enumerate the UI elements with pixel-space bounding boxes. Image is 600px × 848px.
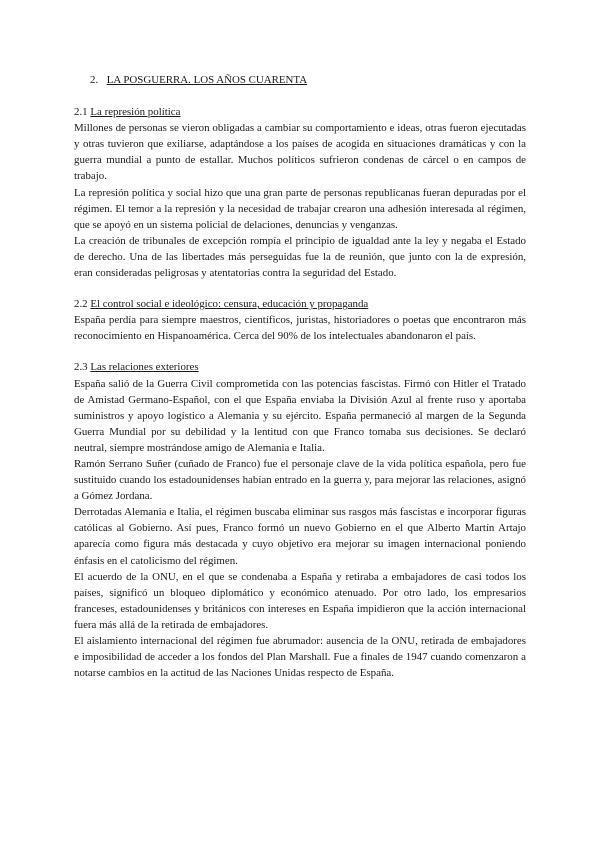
paragraph: Millones de personas se vieron obligadas a cambiar su comportamiento e ideas, otras fueron ejecutadas y otras tuvieron que exiliarse, adaptándose a los países de acogida en situaciones dramáticas y con la guerra mundial a punto de estallar. Muchos políticos sufrieron condenas de cárcel o en campos de trabajo. [74, 122, 526, 183]
paragraph: España salió de la Guerra Civil comprometida con las potencias fascistas. Firmó con Hitler el Tratado de Amistad Germano-Español, con el que España enviaba la División Azul al frente ruso y aportaba suministros y apoyo logístico a Alemania y su ejército. España permaneció al margen de la Segunda Guerra Mundial por su debilidad y la lentitud con que Franco tomaba sus decisiones. Se declaró neutral, siempre mostrándose amigo de Alemania e Italia. [74, 377, 526, 454]
section-heading-text: El control social e ideológico: censura, educación y propaganda [90, 298, 369, 311]
paragraph: El acuerdo de la ONU, en el que se condenaba a España y retiraba a embajadores de casi todos los países, significó un bloqueo diplomático y económico atenuado. Por otro lado, los empresarios franceses, estadounidenses y británicos con intereses en España impidieron que la acción internacional fuera más allá de la retirada de embajadores. [74, 570, 526, 631]
section-number: 2.1 [74, 106, 88, 119]
section-heading [74, 104, 526, 120]
section-number: 2.3 [74, 361, 88, 374]
paragraph: España perdía para siempre maestros, científicos, juristas, historiadores o poetas que encontraron más reconocimiento en Hispanoamérica. Cerca del 90% de los intelectuales abandonaron el país. [74, 314, 526, 343]
section-represion-politica [74, 104, 526, 281]
section-heading [74, 296, 526, 312]
document-body [74, 72, 526, 696]
paragraph: El aislamiento internacional del régimen fue abrumador: ausencia de la ONU, retirada de embajadores e imposibilidad de acceder a los fondos del Plan Marshall. Fue a finales de 1947 cuando comenzaron a notarse cambios en la actitud de las Naciones Unidas respecto de España. [74, 635, 526, 680]
paragraph: Derrotadas Alemania e Italia, el régimen buscaba eliminar sus rasgos más fascistas e incorporar figuras católicas al Gobierno. Así pues, Franco formó un nuevo Gobierno en el que Alberto Martín Artajo aparecía como figura más destacada y cuyo objetivo era mejorar su imagen internacional poniendo énfasis en el catolicismo del régimen. [74, 506, 526, 567]
section-heading-text: La represión política [90, 106, 181, 119]
main-title-text: LA POSGUERRA. LOS AÑOS CUARENTA [106, 74, 308, 86]
section-relaciones-exteriores [74, 359, 526, 681]
section-heading-text: Las relaciones exteriores [90, 361, 199, 374]
section-control-social [74, 296, 526, 344]
main-title [74, 72, 526, 88]
main-title-number: 2. [90, 74, 99, 86]
paragraph: La represión política y social hizo que una gran parte de personas republicanas fueran depuradas por el régimen. El temor a la represión y la necesidad de trabajar crearon una adhesión interesada al régimen, que se apoyó en un sistema policial de delaciones, denuncias y venganzas. [74, 186, 526, 231]
paragraph: Ramón Serrano Suñer (cuñado de Franco) fue el personaje clave de la vida política española, pero fue sustituido cuando los estadounidenses habían entrado en la guerra y, para mejorar las relaciones, asignó a Gómez Jordana. [74, 457, 526, 503]
section-heading [74, 359, 526, 375]
paragraph: La creación de tribunales de excepción rompía el principio de igualdad ante la ley y negaba el Estado de derecho. Una de las libertades más perseguidas fue la de reunión, que junto con la de expresión, eran consideradas peligrosas y atentatorias contra la seguridad del Estado. [74, 234, 526, 280]
section-number: 2.2 [74, 298, 88, 311]
